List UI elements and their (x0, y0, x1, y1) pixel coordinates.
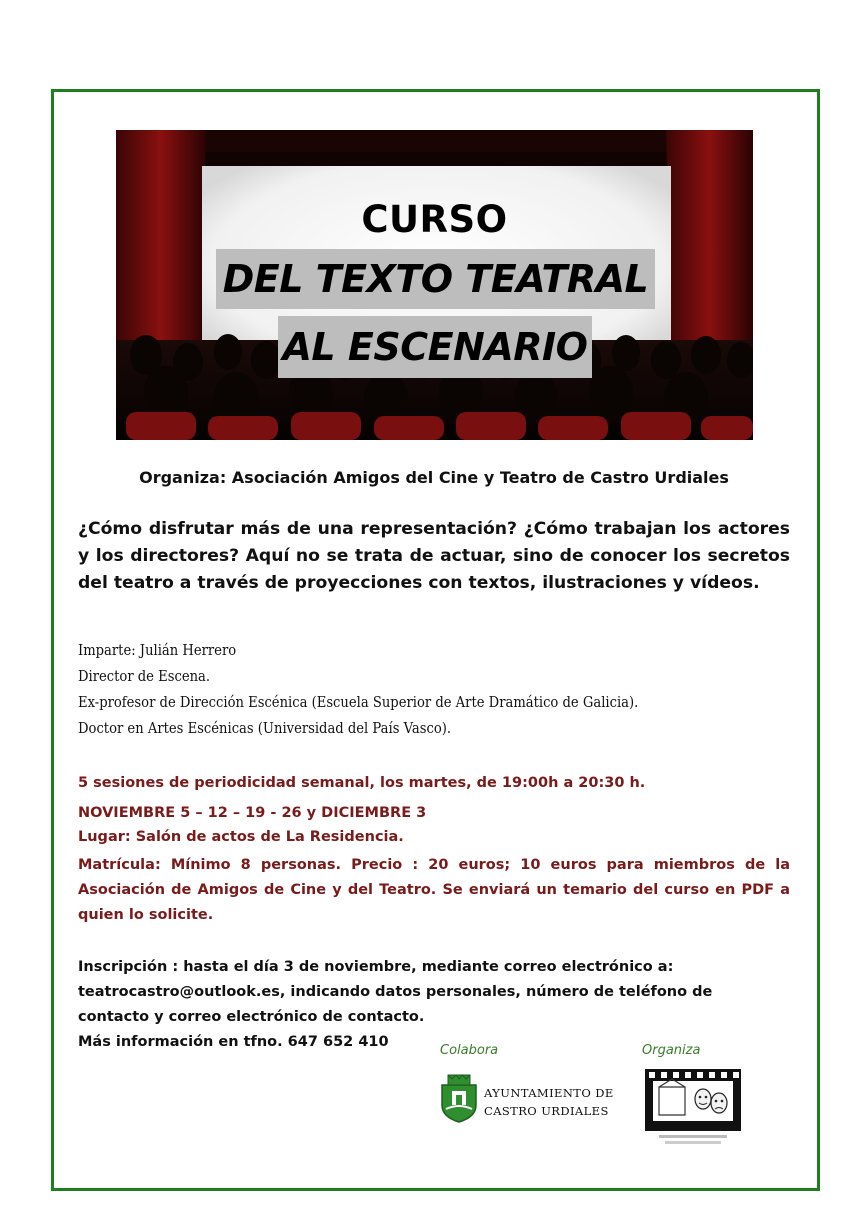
session-dates: NOVIEMBRE 5 – 12 – 19 - 26 y DICIEMBRE 3 (78, 805, 427, 821)
registration-line: contacto y correo electrónico de contacto. (78, 1009, 425, 1025)
registration-email-line: teatrocastro@outlook.es, indicando datos personales, número de teléfono de (78, 984, 713, 1000)
ayuntamiento-line1: AYUNTAMIENTO DE (484, 1086, 614, 1100)
phone-info: Más información en tfno. 647 652 410 (78, 1034, 389, 1050)
course-title-line2: DEL TEXTO TEATRAL (216, 249, 655, 309)
instructor-former-role: Ex-profesor de Dirección Escénica (Escuela Superior de Arte Dramático de Galicia). (78, 694, 639, 711)
colabora-label: Colabora (440, 1043, 499, 1058)
course-title-line3: AL ESCENARIO (278, 316, 592, 378)
course-description: ¿Cómo disfrutar más de una representación? ¿Cómo trabajan los actores y los directores? Aquí no se trata de actuar, sino de conocer los secretos del teatro a través de proyecciones con textos, ilustraciones y vídeos. (78, 519, 790, 593)
registration-block (78, 955, 790, 1055)
instructor-role: Director de Escena. (78, 668, 211, 685)
instructor-degree: Doctor en Artes Escénicas (Universidad del País Vasco). (78, 720, 452, 737)
instructor-name: Imparte: Julián Herrero (78, 642, 237, 659)
sessions-info: 5 sesiones de periodicidad semanal, los martes, de 19:00h a 20:30 h. (78, 775, 646, 791)
course-title-heading: CURSO (361, 198, 508, 241)
registration-line: Inscripción : hasta el día 3 de noviembre, mediante correo electrónico a: (78, 959, 674, 975)
ayuntamiento-name (484, 1084, 614, 1120)
organiza-label: Organiza (642, 1043, 701, 1058)
organizer-line: Organiza: Asociación Amigos del Cine y Teatro de Castro Urdiales (139, 468, 729, 487)
enrollment-info: Matrícula: Mínimo 8 personas. Precio : 20 euros; 10 euros para miembros de la Asociación de Amigos de Cine y del Teatro. Se enviará un temario del curso en PDF a quien lo solicite. (78, 857, 790, 923)
asociacion-cine-teatro-logo (645, 1065, 741, 1149)
instructor-block (78, 638, 771, 742)
cinema-hero-image (116, 130, 753, 440)
ayuntamiento-crest-icon (438, 1073, 480, 1123)
venue-info: Lugar: Salón de actos de La Residencia. (78, 829, 404, 845)
ayuntamiento-line2: CASTRO URDIALES (484, 1104, 609, 1118)
